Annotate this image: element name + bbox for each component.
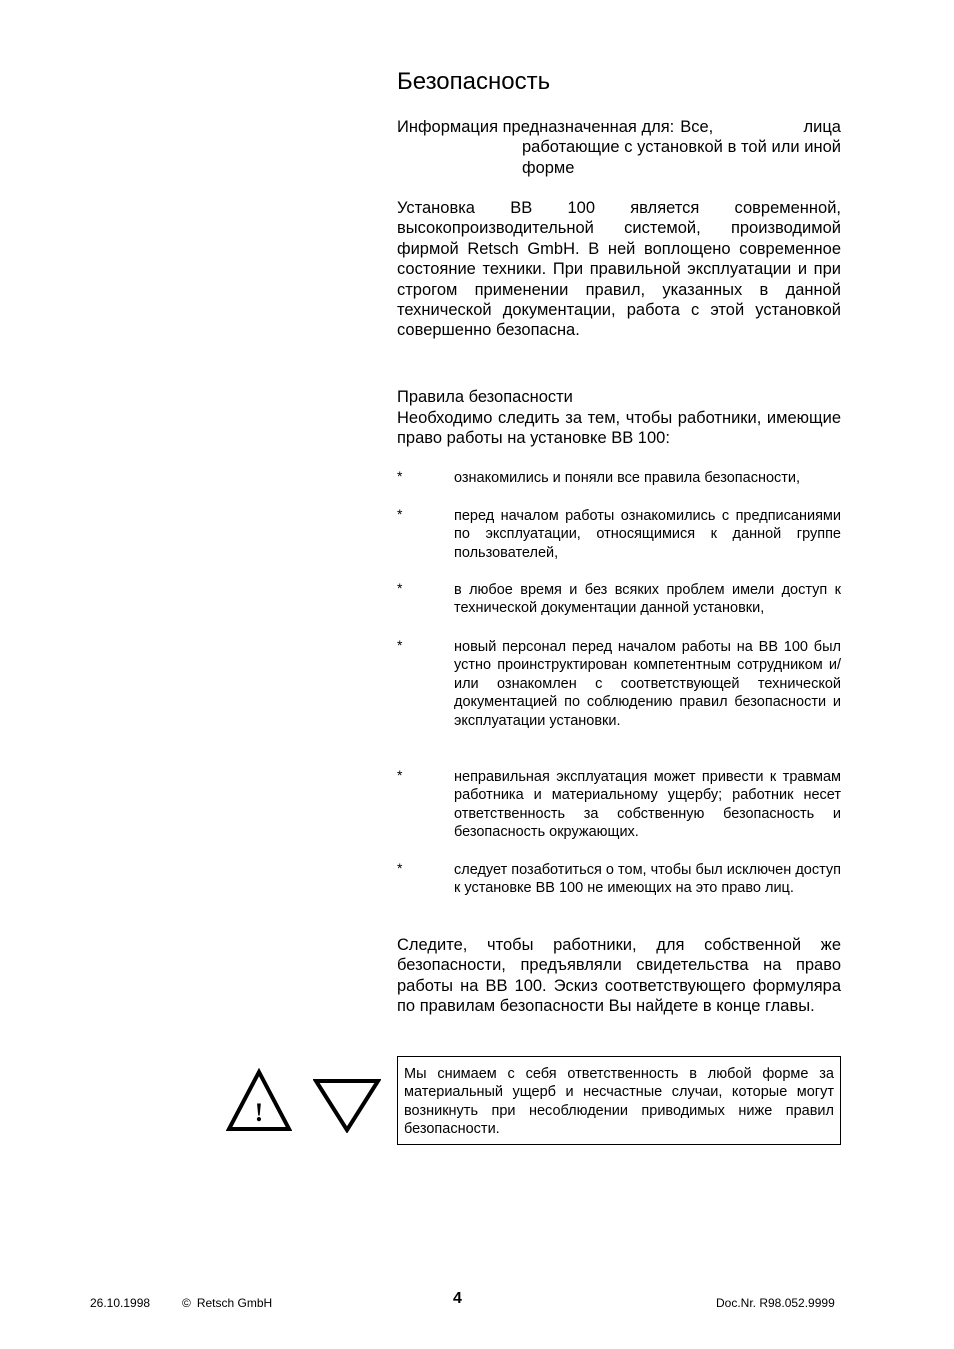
list-item <box>397 768 841 842</box>
audience-first-line <box>397 117 841 137</box>
audience-label: Информация предназначенная для: <box>397 118 675 136</box>
list-item-text: новый персонал перед началом работы на BB 100 был устно проинструктирован компетентным сотрудником и/или ознакомлен с соответствующей технической документацией по соблюдению правил безопасности и эксплуатации установки. <box>454 639 841 729</box>
footer-doc-number: Doc.Nr. R98.052.9999 <box>716 1296 835 1310</box>
warning-triangle-icon <box>226 1068 292 1132</box>
footer-date: 26.10.1998 <box>90 1296 151 1310</box>
list-item <box>397 638 841 730</box>
intro-paragraph: Установка BB 100 является современной, высокопроизводительной системой, производимой фирмой Retsch GmbH. В ней воплощено современное состояние техники. При правильной эксплуатации и при строгом применении правил, указанных в данной технической документации, работа с этой установкой совершенно безопасна. <box>397 199 841 340</box>
audience-word-persons: лица <box>803 118 841 136</box>
bullet-star: * <box>397 637 403 653</box>
bullet-star: * <box>397 580 403 596</box>
list-item-text: перед началом работы ознакомились с предписаниями по эксплуатации, относящимися к данной группе пользователей, <box>454 508 841 561</box>
copyright-icon: © <box>182 1296 191 1310</box>
audience-block <box>397 117 841 178</box>
page-title: Безопасность <box>397 68 551 95</box>
list-item-text: неправильная эксплуатация может привести к травмам работника и материальному ущербу; работник несет ответственность за собственную безопасность и безопасность окружающих. <box>454 769 841 841</box>
exclamation-mark: ! <box>254 1098 264 1127</box>
down-triangle-icon <box>313 1077 381 1133</box>
closing-paragraph: Следите, чтобы работники, для собственной же безопасности, предъявляли свидетельства на право работы на BB 100. Эскиз соответствующего формуляра по правилам безопасности Вы найдете в конце главы. <box>397 936 841 1016</box>
list-item-text: следует позаботиться о том, чтобы был исключен доступ к установке BB 100 не имеющих на это право лиц. <box>454 862 841 897</box>
footer-company: Retsch GmbH <box>196 1296 273 1310</box>
audience-word-all: Все, <box>680 118 714 136</box>
list-item-text: в любое время и без всяких проблем имели доступ к технической документации данной установки, <box>454 582 841 617</box>
list-item <box>397 469 841 487</box>
footer-copyright <box>182 1296 272 1310</box>
page-number: 4 <box>453 1290 462 1307</box>
audience-continuation: работающие с установкой в той или иной форме <box>522 138 841 177</box>
safety-rules-intro: Необходимо следить за тем, чтобы работники, имеющие право работы на установке BB 100: <box>397 409 841 448</box>
list-item <box>397 507 841 562</box>
list-item <box>397 581 841 618</box>
list-item <box>397 861 841 898</box>
bullet-star: * <box>397 860 403 876</box>
liability-warning-box: Мы снимаем с себя ответственность в любой форме за материальный ущерб и несчастные случаи, которые могут возникнуть при несоблюдении приводимых ниже правил безопасности. <box>397 1056 841 1145</box>
safety-rules-heading: Правила безопасности <box>397 388 573 406</box>
list-item-text: ознакомились и поняли все правила безопасности, <box>454 470 801 486</box>
bullet-star: * <box>397 767 403 783</box>
bullet-star: * <box>397 506 403 522</box>
bullet-star: * <box>397 468 403 484</box>
